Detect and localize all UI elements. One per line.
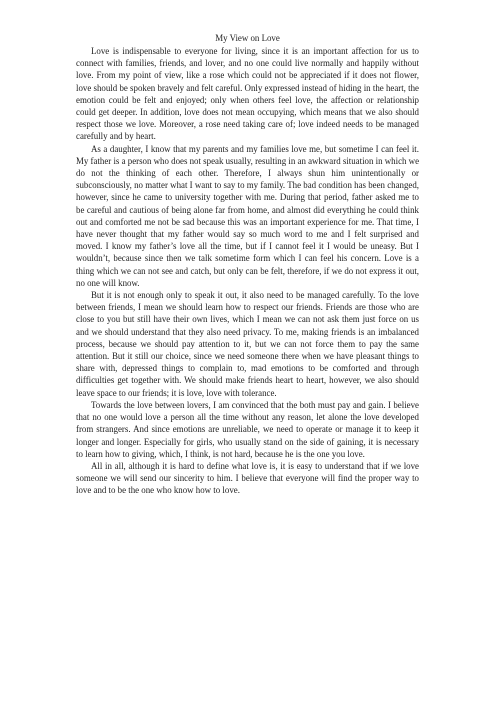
paragraph-3: But it is not enough only to speak it out, it also need to be managed carefully. To the love between friends, I mean we should learn how to respect our friends. Friends are those who are close to you but still have their own lives, which I mean we can not ask them just force on us and we should understand that they also need privacy. To me, making friends is an imbalanced process, because we should pay attention to it, but we can not force them to pay the same attention. But it still our choice, since we need someone there when we have pleasant things to share with, depressed things to complain to, mad emotions to be comforted and through difficulties get together with. We should make friends heart to heart, however, we also should leave space to our friends; it is love, love with tolerance. — [76, 290, 419, 398]
paragraph-5: All in all, although it is hard to define what love is, it is easy to understand that if we love someone we will send our sincerity to him. I believe that everyone will find the proper way to love and to be the one who know how to love. — [76, 460, 419, 496]
paragraph-1: Love is indispensable to everyone for living, since it is an important affection for us to connect with families, friends, and lover, and no one could live normally and happily without love. From my point of view, like a rose which could not be appreciated if it does not flower, love should be spoken bravely and felt careful. Only expressed instead of hiding in the heart, the emotion could be felt and enjoyed; only when others feel love, the affection or relationship could get deeper. In addition, love does not mean occupying, which means that we also should respect those we love. Moreover, a rose need taking care of; love indeed needs to be managed carefully and by heart. — [76, 46, 419, 142]
document-title: My View on Love — [215, 33, 280, 43]
paragraph-4: Towards the love between lovers, I am convinced that the both must pay and gain. I believe that no one would love a person all the time without any reason, let alone the love developed from strangers. And since emotions are unreliable, we need to operate or manage it to keep it longer and longer. Especially for girls, who usually stand on the side of gaining, it is necessary to learn how to giving, which, I think, is not hard, because he is the one you love. — [76, 399, 419, 459]
paragraph-2: As a daughter, I know that my parents and my families love me, but sometime I can feel it. My father is a person who does not speak usually, resulting in an awkward situation in which we do not the thinking of each other. Therefore, I always shun him unintentionally or subconsciously, no matter what I want to say to my family. The bad condition has been changed, however, since he came to university together with me. During that period, father asked me to be careful and cautious of being alone far from home, and almost did everything he could think out and comforted me not be sad because this was an important experience for me. That time, I have never thought that my father would say so much word to me and I felt surprised and moved. I know my father’s love all the time, but if I cannot feel it I would be uneasy. But I wouldn’t, because since then we talk sometime form which I can feel his concern. Love is a thing which we can not see and catch, but only can be felt, therefore, if we do not express it out, no one will know. — [76, 143, 420, 288]
document-body — [76, 32, 419, 497]
